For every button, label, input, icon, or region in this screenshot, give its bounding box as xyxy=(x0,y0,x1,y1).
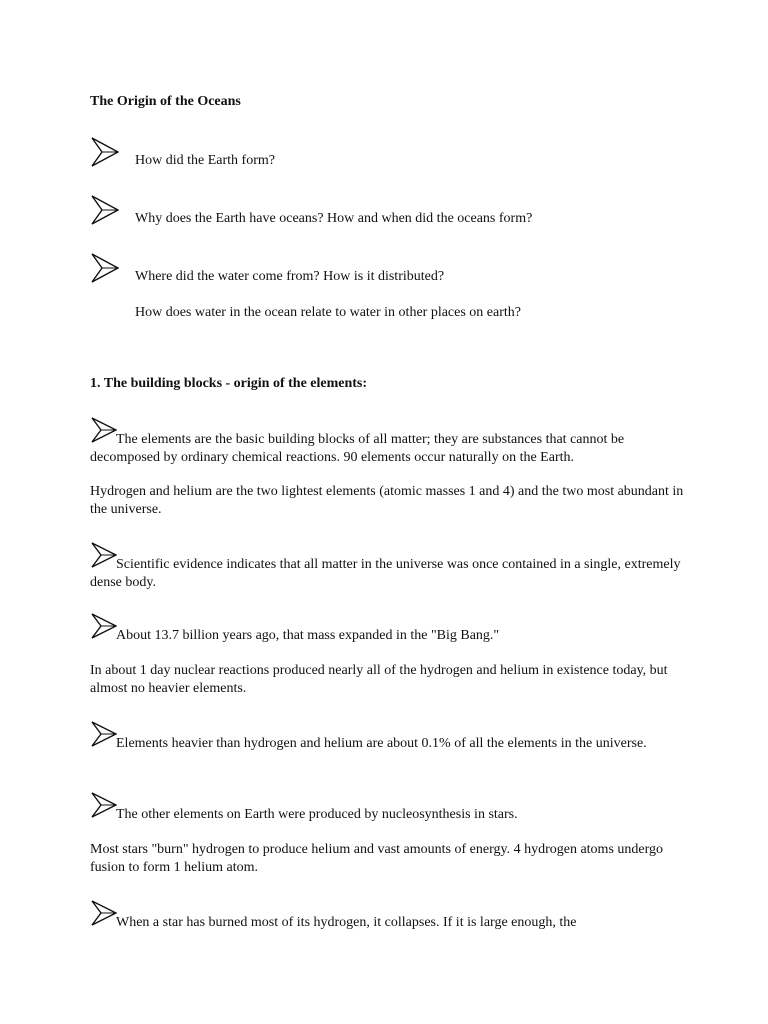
arrowhead-bullet-icon xyxy=(91,253,119,283)
paragraph-text: The elements are the basic building blocks of all matter; they are substances that cannot be decomposed by ordinary chemical reactions. 90 elements occur naturally on the Earth. xyxy=(90,432,625,465)
paragraph-text: About 13.7 billion years ago, that mass expanded in the "Big Bang." xyxy=(116,628,500,643)
paragraph: Most stars "burn" hydrogen to produce helium and vast amounts of energy. 4 hydrogen atoms undergo fusion to form 1 helium atom. xyxy=(90,842,664,875)
section-heading: 1. The building blocks - origin of the elements: xyxy=(90,376,368,391)
question-4: How does water in the ocean relate to water in other places on earth? xyxy=(135,305,521,320)
question-1: How did the Earth form? xyxy=(135,153,275,168)
paragraph xyxy=(90,912,690,932)
paragraph xyxy=(90,733,690,753)
arrowhead-bullet-icon xyxy=(91,137,119,167)
paragraph xyxy=(90,625,690,645)
paragraph-text: Scientific evidence indicates that all matter in the universe was once contained in a single, extremely dense body. xyxy=(90,557,681,590)
paragraph: In about 1 day nuclear reactions produced nearly all of the hydrogen and helium in existence today, but almost no heavier elements. xyxy=(90,663,668,696)
paragraph-text: The other elements on Earth were produced by nucleosynthesis in stars. xyxy=(116,807,518,822)
paragraph: Hydrogen and helium are the two lightest elements (atomic masses 1 and 4) and the two most abundant in the universe. xyxy=(90,484,684,517)
paragraph-text: When a star has burned most of its hydrogen, it collapses. If it is large enough, the xyxy=(116,915,577,930)
page-title: The Origin of the Oceans xyxy=(90,94,241,109)
paragraph-text: Elements heavier than hydrogen and helium are about 0.1% of all the elements in the universe. xyxy=(116,736,647,751)
paragraph xyxy=(90,429,690,467)
question-3: Where did the water come from? How is it distributed? xyxy=(135,269,445,284)
arrowhead-bullet-icon xyxy=(91,195,119,225)
question-2: Why does the Earth have oceans? How and when did the oceans form? xyxy=(135,211,533,226)
paragraph xyxy=(90,554,690,592)
paragraph xyxy=(90,804,690,824)
